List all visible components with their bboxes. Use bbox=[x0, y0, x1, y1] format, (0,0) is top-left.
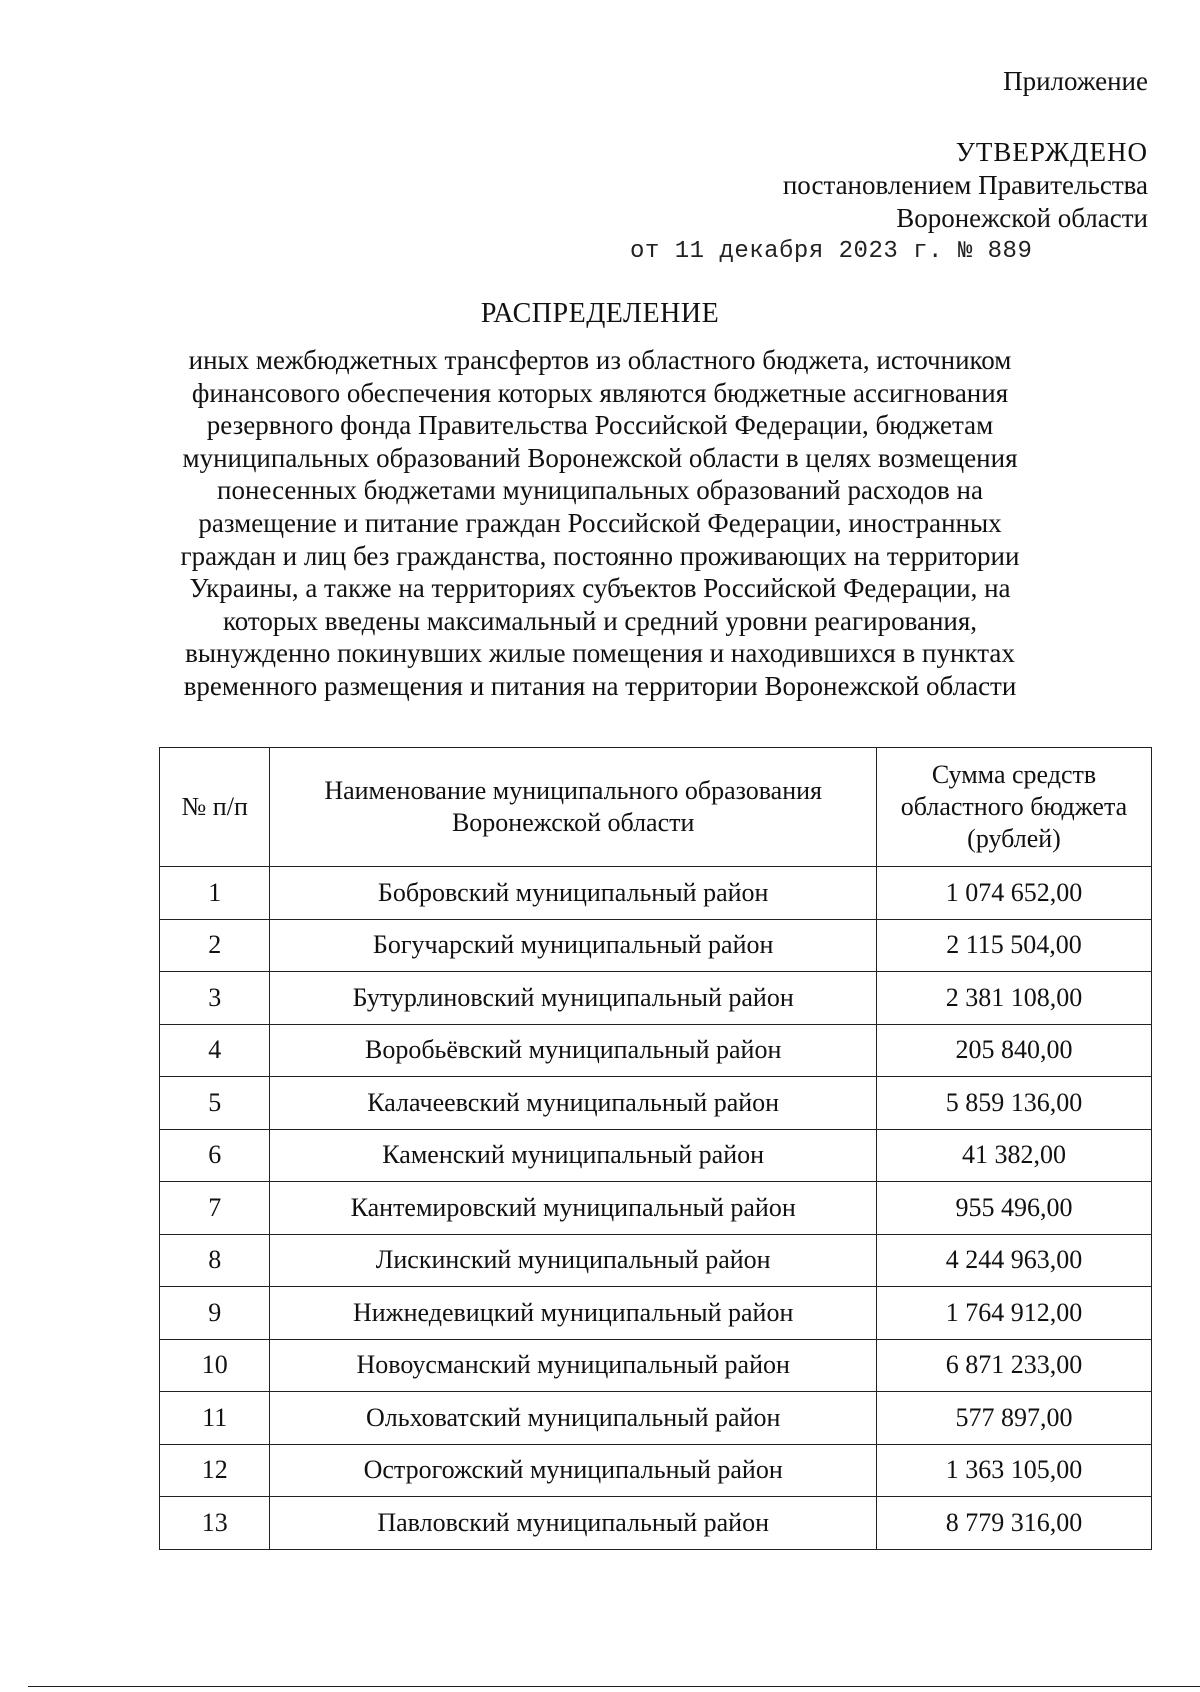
row-amount: 41 382,00 bbox=[876, 1129, 1151, 1182]
row-number: 1 bbox=[160, 867, 270, 920]
header-amount-line-1: Сумма средств bbox=[931, 760, 1097, 789]
row-amount: 1 363 105,00 bbox=[876, 1444, 1151, 1497]
row-municipality: Калачеевский муниципальный район bbox=[270, 1077, 877, 1130]
row-municipality: Лискинский муниципальный район bbox=[270, 1234, 877, 1287]
approved-by-line-2: Воронежской области bbox=[896, 203, 1148, 233]
table-row bbox=[160, 1392, 1152, 1445]
table-row bbox=[160, 1234, 1152, 1287]
table-header-row bbox=[160, 748, 1152, 867]
subtitle-line: которых введены максимальный и средний уровни реагирования, bbox=[222, 605, 978, 636]
row-amount: 205 840,00 bbox=[876, 1024, 1151, 1077]
row-amount: 2 115 504,00 bbox=[876, 919, 1151, 972]
row-amount: 955 496,00 bbox=[876, 1182, 1151, 1235]
appendix-label: Приложение bbox=[1003, 66, 1148, 96]
row-amount: 2 381 108,00 bbox=[876, 972, 1151, 1025]
row-number: 7 bbox=[160, 1182, 270, 1235]
decree-date-number: от 11 декабря 2023 г. № 889 bbox=[630, 238, 1033, 265]
row-municipality: Воробьёвский муниципальный район bbox=[270, 1024, 877, 1077]
row-number: 8 bbox=[160, 1234, 270, 1287]
header-municipality-line-2: Воронежской области bbox=[451, 808, 695, 837]
row-number: 9 bbox=[160, 1287, 270, 1340]
subtitle-line: иных межбюджетных трансфертов из областного бюджета, источником bbox=[188, 345, 1012, 375]
row-number: 5 bbox=[160, 1077, 270, 1130]
table-row bbox=[160, 972, 1152, 1025]
row-municipality: Каменский муниципальный район bbox=[270, 1129, 877, 1182]
row-amount: 1 764 912,00 bbox=[876, 1287, 1151, 1340]
approved-stamp-text: УТВЕРЖДЕНО bbox=[955, 137, 1148, 167]
header-municipality-line-1: Наименование муниципального образования bbox=[324, 776, 823, 805]
header-amount-line-2: областного бюджета bbox=[900, 792, 1128, 821]
row-municipality: Бутурлиновский муниципальный район bbox=[270, 972, 877, 1025]
subtitle-line: граждан и лиц без гражданства, постоянно проживающих на территории bbox=[180, 540, 1020, 571]
row-amount: 6 871 233,00 bbox=[876, 1339, 1151, 1392]
table-row bbox=[160, 867, 1152, 920]
table-row bbox=[160, 1129, 1152, 1182]
row-number: 12 bbox=[160, 1444, 270, 1497]
row-municipality: Острогожский муниципальный район bbox=[270, 1444, 877, 1497]
row-number: 13 bbox=[160, 1497, 270, 1550]
row-municipality: Павловский муниципальный район bbox=[270, 1497, 877, 1550]
row-municipality: Ольховатский муниципальный район bbox=[270, 1392, 877, 1445]
table-row bbox=[160, 1287, 1152, 1340]
subtitle-line: понесенных бюджетами муниципальных образований расходов на bbox=[217, 475, 983, 506]
row-number: 10 bbox=[160, 1339, 270, 1392]
row-municipality: Новоусманский муниципальный район bbox=[270, 1339, 877, 1392]
row-amount: 1 074 652,00 bbox=[876, 867, 1151, 920]
row-municipality: Богучарский муниципальный район bbox=[270, 919, 877, 972]
row-number: 3 bbox=[160, 972, 270, 1025]
row-municipality: Бобровский муниципальный район bbox=[270, 867, 877, 920]
table-row bbox=[160, 1077, 1152, 1130]
row-amount: 8 779 316,00 bbox=[876, 1497, 1151, 1550]
header-municipality bbox=[270, 748, 877, 867]
table-row bbox=[160, 1497, 1152, 1550]
row-number: 6 bbox=[160, 1129, 270, 1182]
page-bottom-rule bbox=[28, 1686, 1200, 1687]
subtitle-line: временного размещения и питания на территории Воронежской области bbox=[183, 670, 1017, 701]
subtitle-line: финансового обеспечения которых являются бюджетные ассигнования bbox=[191, 377, 1009, 408]
row-amount: 577 897,00 bbox=[876, 1392, 1151, 1445]
header-amount-line-3: (рублей) bbox=[967, 824, 1061, 853]
table-row bbox=[160, 1444, 1152, 1497]
row-municipality: Нижнедевицкий муниципальный район bbox=[270, 1287, 877, 1340]
approval-block bbox=[783, 136, 1148, 235]
header-number: № п/п bbox=[160, 748, 270, 867]
table-row bbox=[160, 919, 1152, 972]
row-number: 2 bbox=[160, 919, 270, 972]
header-amount bbox=[876, 748, 1151, 867]
row-municipality: Кантемировский муниципальный район bbox=[270, 1182, 877, 1235]
distribution-table bbox=[159, 747, 1152, 1550]
row-number: 4 bbox=[160, 1024, 270, 1077]
document-title: РАСПРЕДЕЛЕНИЕ bbox=[480, 298, 720, 329]
table-row bbox=[160, 1024, 1152, 1077]
table-row bbox=[160, 1182, 1152, 1235]
subtitle-line: резервного фонда Правительства Российской Федерации, бюджетам bbox=[206, 410, 994, 441]
approved-by-line-1: постановлением Правительства bbox=[782, 170, 1148, 200]
row-amount: 4 244 963,00 bbox=[876, 1234, 1151, 1287]
row-amount: 5 859 136,00 bbox=[876, 1077, 1151, 1130]
subtitle-line: вынужденно покинувших жилые помещения и находившихся в пунктах bbox=[185, 638, 1015, 669]
subtitle-line: размещение и питание граждан Российской Федерации, иностранных bbox=[198, 507, 1002, 538]
subtitle-line: муниципальных образований Воронежской области в целях возмещения bbox=[182, 442, 1018, 473]
table-row bbox=[160, 1339, 1152, 1392]
subtitle-line: Украины, а также на территориях субъектов Российской Федерации, на bbox=[189, 573, 1011, 604]
document-subtitle bbox=[150, 344, 1050, 703]
row-number: 11 bbox=[160, 1392, 270, 1445]
